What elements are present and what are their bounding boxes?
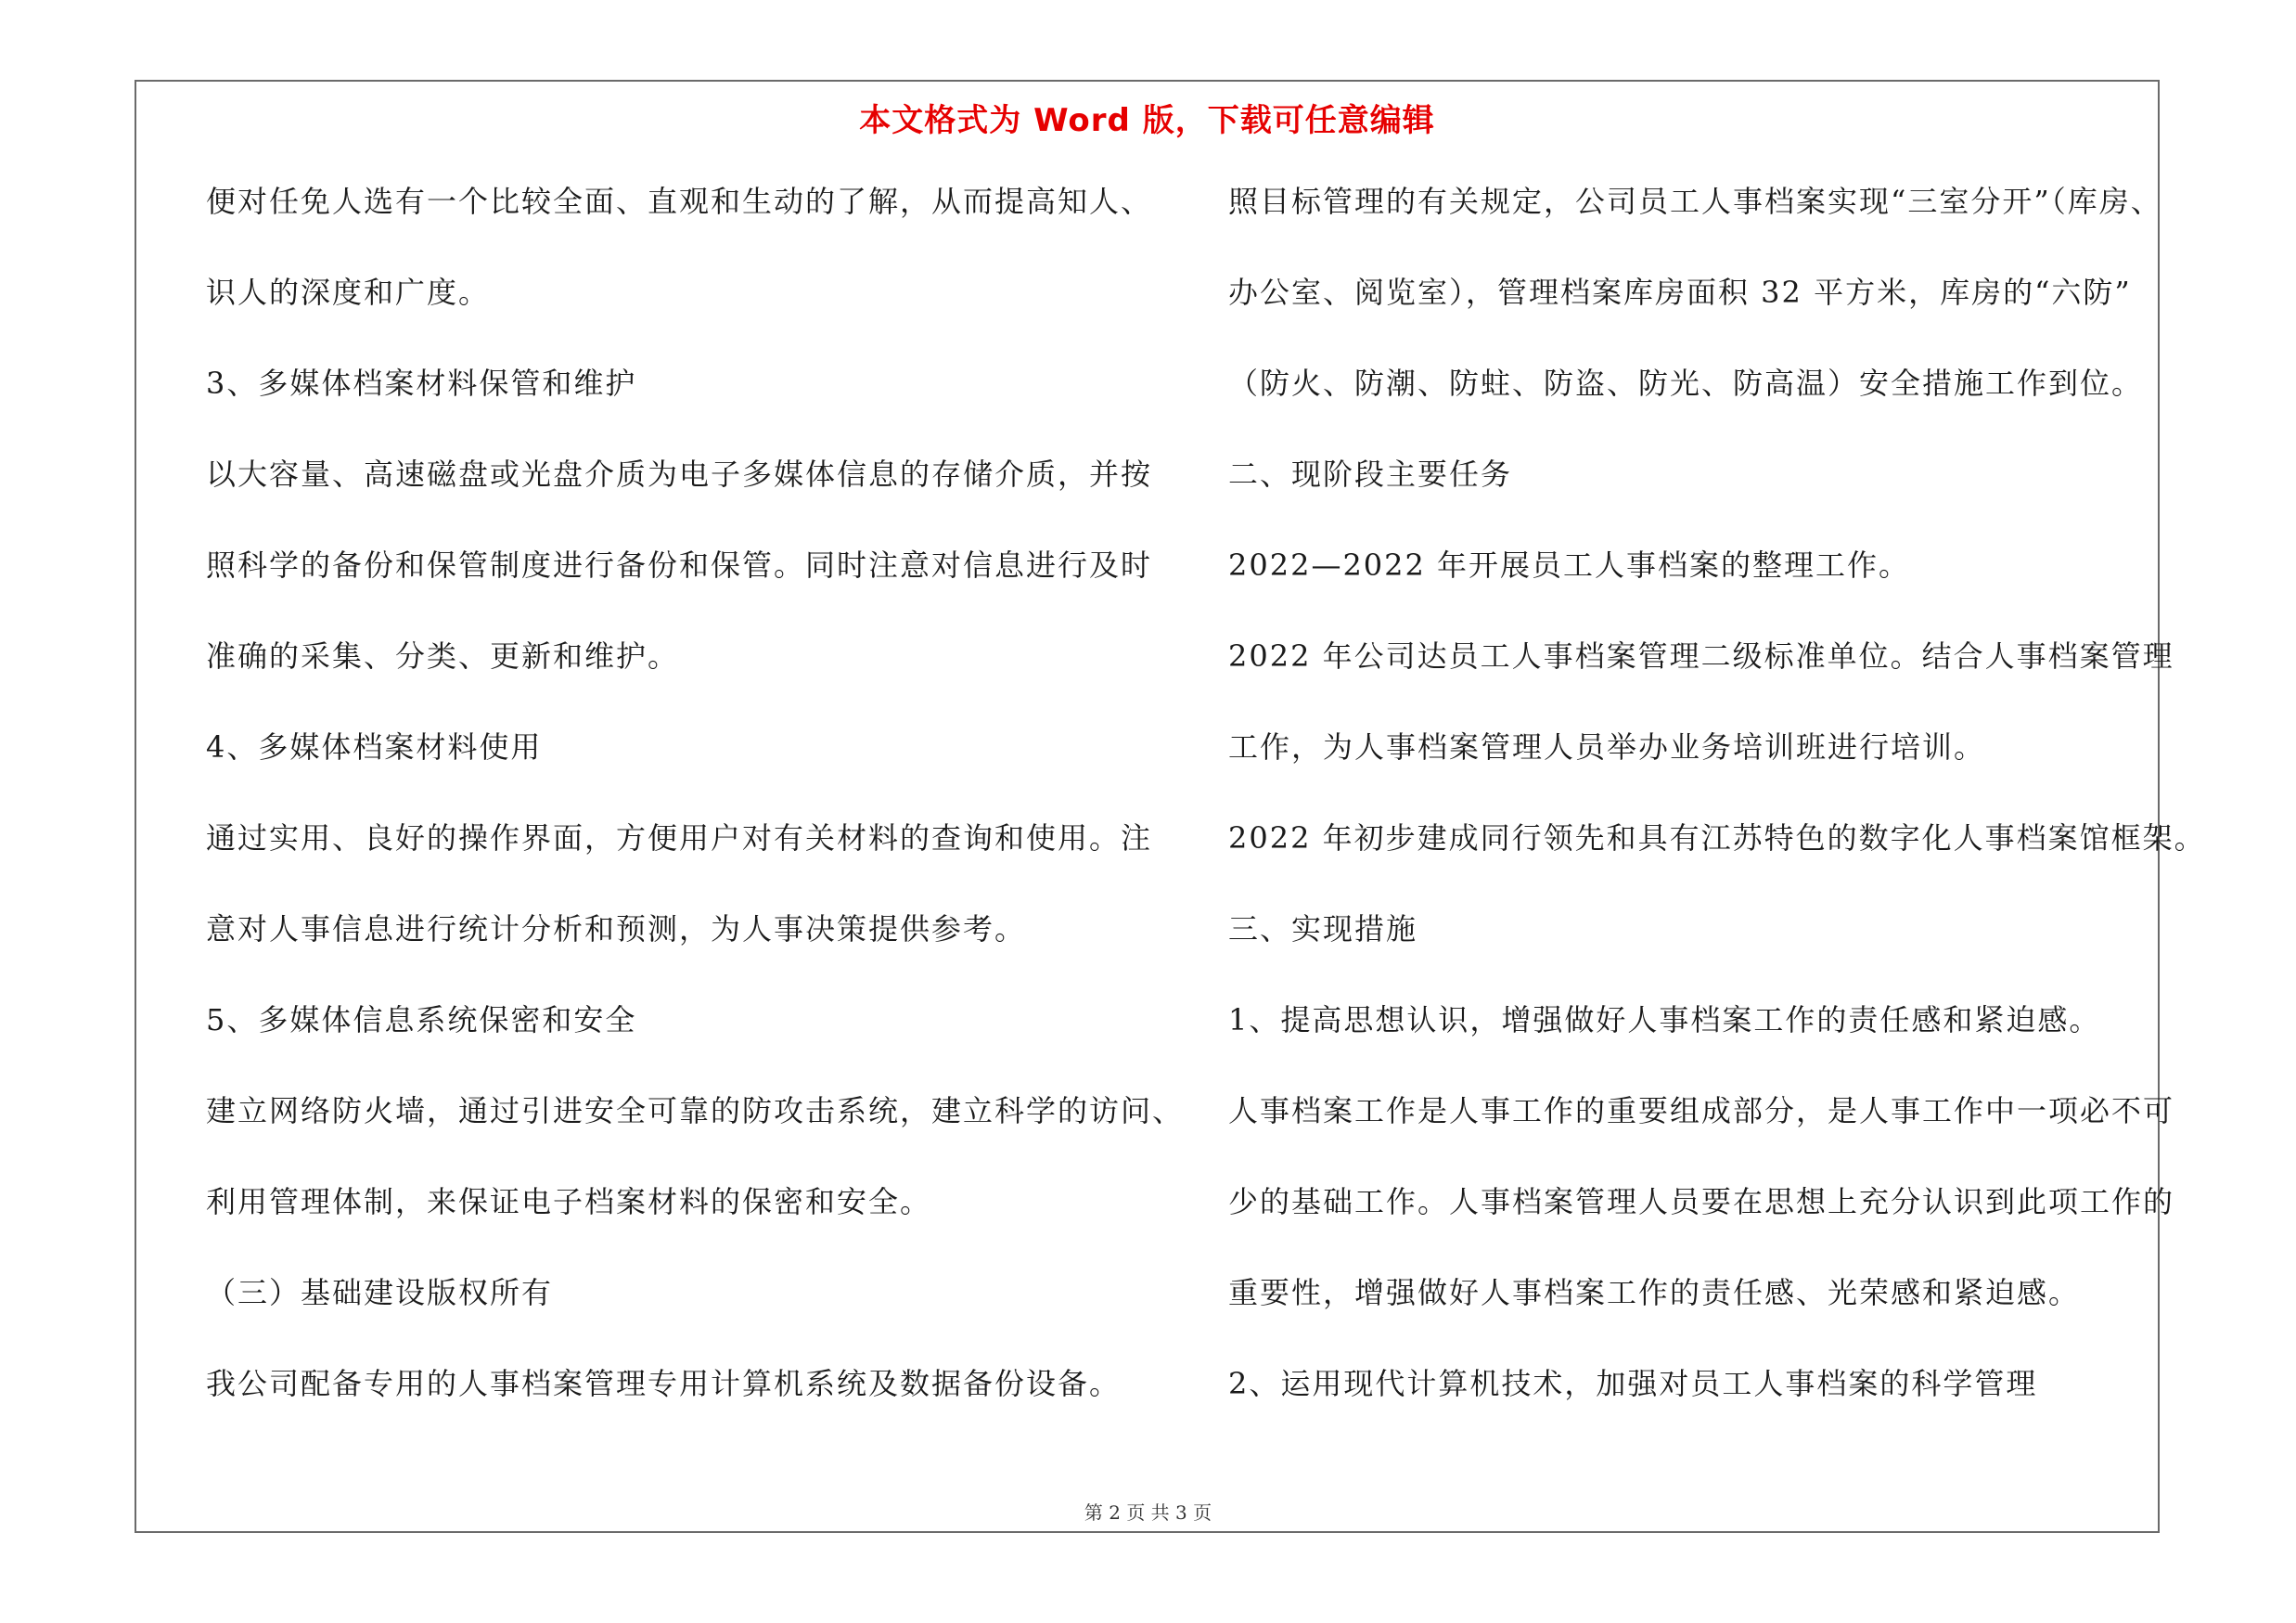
right-line: 人事档案工作是人事工作的重要组成部分，是人事工作中一项必不可 [1228, 1093, 2175, 1128]
left-line: 通过实用、良好的操作界面，方便用户对有关材料的查询和使用。注 [206, 820, 1153, 856]
left-heading: 5、多媒体信息系统保密和安全 [206, 1002, 637, 1037]
right-line: （防火、防潮、防蛀、防盗、防光、防高温）安全措施工作到位。 [1228, 366, 2144, 401]
right-heading: 二、现阶段主要任务 [1228, 457, 1513, 492]
left-line: 我公司配备专用的人事档案管理专用计算机系统及数据备份设备。 [206, 1366, 1122, 1401]
right-line: 少的基础工作。人事档案管理人员要在思想上充分认识到此项工作的 [1228, 1184, 2175, 1219]
right-line: 重要性，增强做好人事档案工作的责任感、光荣感和紧迫感。 [1228, 1275, 2081, 1310]
left-line: 建立网络防火墙，通过引进安全可靠的防攻击系统，建立科学的访问、 [206, 1093, 1185, 1128]
right-heading: 1、提高思想认识，增强做好人事档案工作的责任感和紧迫感。 [1228, 1002, 2101, 1037]
right-line: 办公室、阅览室），管理档案库房面积 32 平方米，库房的“六防” [1228, 275, 2132, 310]
left-line: 利用管理体制，来保证电子档案材料的保密和安全。 [206, 1184, 932, 1219]
right-line: 照目标管理的有关规定，公司员工人事档案实现“三室分开”（库房、 [1228, 184, 2162, 219]
left-line: 照科学的备份和保管制度进行备份和保管。同时注意对信息进行及时 [206, 547, 1153, 583]
left-line: 识人的深度和广度。 [206, 275, 491, 310]
left-line: 意对人事信息进行统计分析和预测，为人事决策提供参考。 [206, 911, 1027, 947]
page-number-footer: 第 2 页 共 3 页 [1084, 1501, 1212, 1524]
word-format-banner: 本文格式为 Word 版，下载可任意编辑 [859, 102, 1435, 139]
right-line: 2022—2022 年开展员工人事档案的整理工作。 [1228, 547, 1911, 583]
right-line: 工作，为人事档案管理人员举办业务培训班进行培训。 [1228, 729, 1986, 765]
left-column [206, 176, 1185, 1449]
left-line: 以大容量、高速磁盘或光盘介质为电子多媒体信息的存储介质，并按 [206, 457, 1153, 492]
right-heading: 三、实现措施 [1228, 911, 1418, 947]
right-heading: 2、运用现代计算机技术，加强对员工人事档案的科学管理 [1228, 1366, 2038, 1401]
right-column [1228, 176, 2206, 1449]
right-line: 2022 年公司达员工人事档案管理二级标准单位。结合人事档案管理 [1228, 638, 2174, 674]
left-heading: 4、多媒体档案材料使用 [206, 729, 543, 765]
left-heading: 3、多媒体档案材料保管和维护 [206, 366, 637, 401]
left-line: 便对任免人选有一个比较全面、直观和生动的了解，从而提高知人、 [206, 184, 1153, 219]
right-line: 2022 年初步建成同行领先和具有江苏特色的数字化人事档案馆框架。 [1228, 820, 2206, 856]
left-heading: （三）基础建设版权所有 [206, 1275, 554, 1310]
left-line: 准确的采集、分类、更新和维护。 [206, 638, 680, 674]
